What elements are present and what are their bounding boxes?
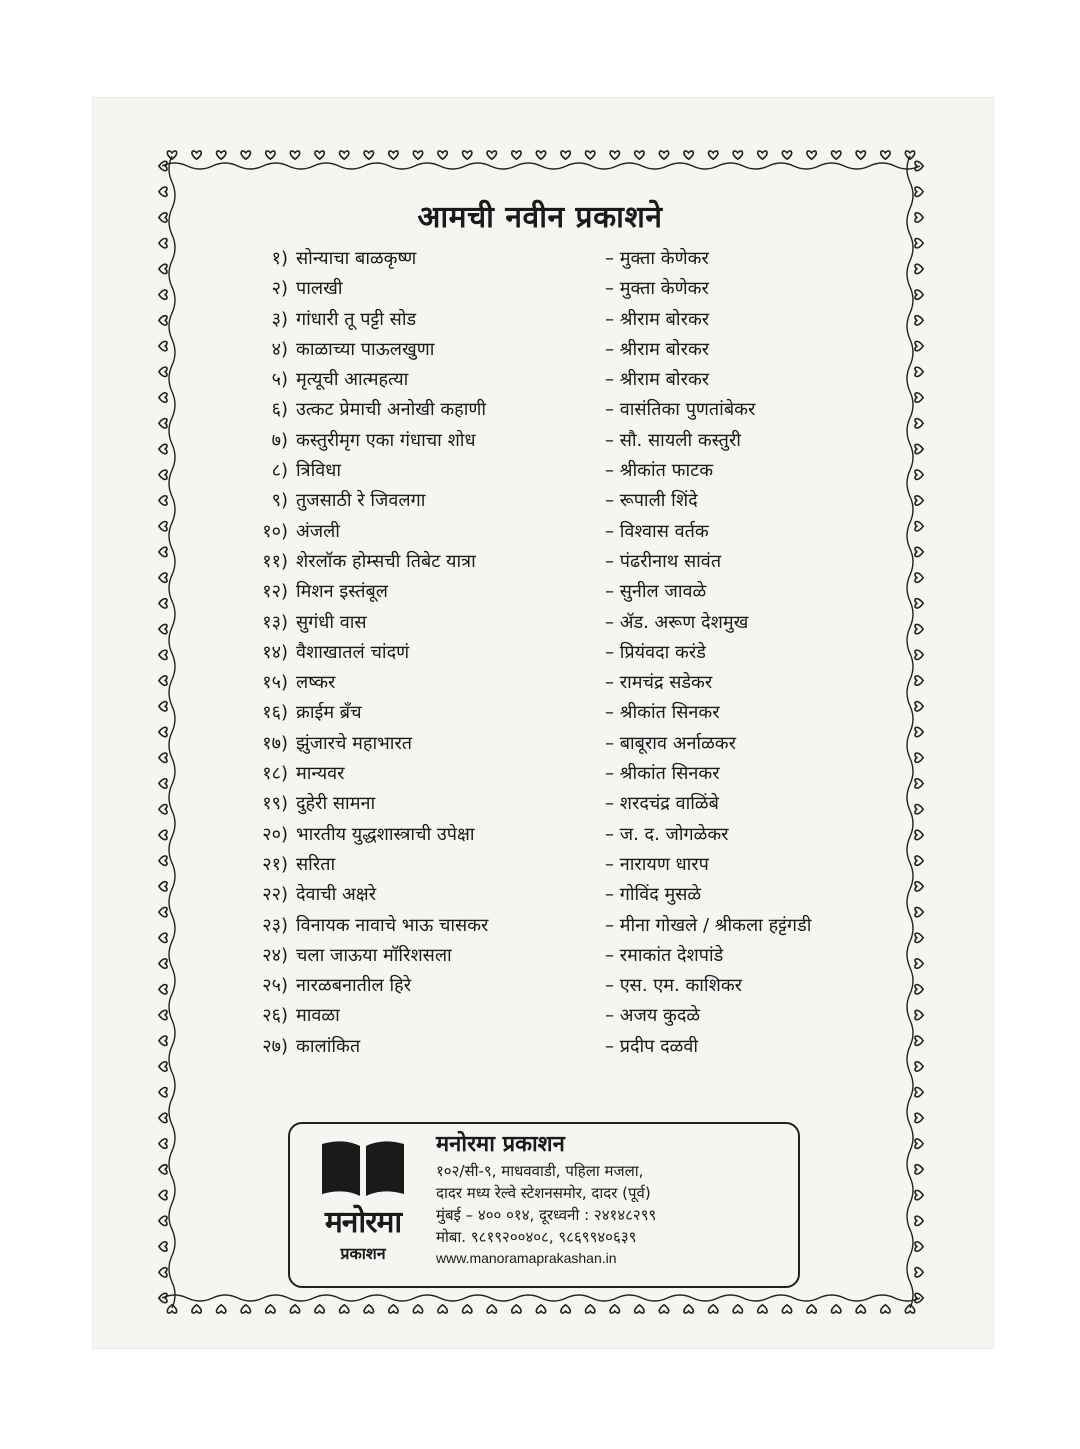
book-row	[210, 1032, 890, 1062]
book-row	[210, 941, 890, 971]
book-title: दुहेरी सामना	[296, 793, 376, 815]
book-number: २७)	[262, 1035, 288, 1057]
book-row	[210, 729, 890, 759]
book-author: – अजय कुदळे	[605, 1005, 701, 1027]
book-title: क्राईम ब्रँच	[296, 702, 362, 724]
book-author: – सुनील जावळे	[605, 581, 707, 603]
book-title: सरिता	[296, 853, 336, 875]
book-number: १५)	[262, 672, 288, 694]
book-author: – एस. एम. काशिकर	[605, 975, 743, 997]
logo-wordmark: मनोरमा	[324, 1205, 402, 1240]
book-row	[210, 971, 890, 1001]
book-number: १०)	[262, 520, 288, 542]
book-author: – श्रीराम बोरकर	[605, 338, 710, 360]
book-row	[210, 577, 890, 607]
book-number: २)	[271, 278, 288, 300]
book-row	[210, 638, 890, 668]
book-author: – पंढरीनाथ सावंत	[605, 550, 722, 572]
book-row	[210, 335, 890, 365]
book-number: ९)	[271, 490, 288, 512]
book-title: नारळबनातील हिरे	[296, 975, 412, 997]
book-title: त्रिविधा	[296, 460, 341, 482]
book-title: गांधारी तू पट्टी सोड	[296, 308, 417, 330]
book-number: ६)	[271, 399, 288, 421]
book-author: – नारायण धारप	[605, 853, 709, 875]
book-author: – रमाकांत देशपांडे	[605, 944, 724, 966]
book-title: मान्यवर	[296, 763, 345, 785]
book-row	[210, 456, 890, 486]
publisher-address-line-2: दादर मध्य रेल्वे स्टेशनसमोर, दादर (पूर्व)	[436, 1184, 651, 1202]
book-row	[210, 698, 890, 728]
book-number: १४)	[262, 641, 288, 663]
book-number: २२)	[262, 884, 288, 906]
publisher-mobile: मोबा. ९८१९२००४०८, ९८६९९४०६३९	[436, 1228, 637, 1246]
book-title: तुजसाठी रे जिवलगा	[296, 490, 426, 512]
book-row	[210, 789, 890, 819]
book-row	[210, 668, 890, 698]
book-author: – मुक्ता केणेकर	[605, 248, 709, 269]
book-title: उत्कट प्रेमाची अनोखी कहाणी	[296, 399, 487, 421]
book-author: – शरदचंद्र वाळिंबे	[605, 793, 719, 815]
book-row	[210, 911, 890, 941]
publisher-website: www.manoramaprakashan.in	[436, 1250, 617, 1266]
book-number: १)	[271, 248, 288, 269]
book-author: – रामचंद्र सडेकर	[605, 672, 713, 694]
book-number: ५)	[271, 369, 288, 391]
publisher-box	[288, 1122, 800, 1288]
book-number: २५)	[262, 975, 288, 997]
book-number: १६)	[262, 702, 288, 724]
book-author: – श्रीकांत सिनकर	[605, 763, 720, 785]
book-number: १७)	[262, 732, 288, 754]
book-row	[210, 274, 890, 304]
book-row	[210, 305, 890, 335]
page-title: आमची नवीन प्रकाशने	[417, 200, 663, 235]
book-number: ८)	[271, 460, 288, 482]
book-number: ४)	[271, 338, 288, 360]
book-number: २६)	[262, 1005, 288, 1027]
book-row	[210, 517, 890, 547]
publisher-address-line-3: मुंबई – ४०० ०१४, दूरध्वनी : २४१४८२९९	[436, 1206, 657, 1224]
book-title: काळाच्या पाऊलखुणा	[296, 338, 435, 360]
book-title: मृत्यूची आत्महत्या	[296, 369, 409, 391]
book-row	[210, 426, 890, 456]
book-author: – बाबूराव अर्नाळकर	[605, 732, 736, 754]
open-book-icon	[304, 1138, 422, 1200]
book-title: कालांकित	[296, 1035, 361, 1057]
book-title: देवाची अक्षरे	[296, 884, 377, 906]
book-author: – ज. द. जोगळेकर	[605, 823, 729, 845]
book-number: ११)	[262, 550, 288, 572]
book-author: – मुक्ता केणेकर	[605, 278, 709, 300]
book-row	[210, 759, 890, 789]
book-row	[210, 880, 890, 910]
book-row	[210, 850, 890, 880]
book-row	[210, 486, 890, 516]
book-number: १२)	[262, 581, 288, 603]
book-author: – वासंतिका पुणतांबेकर	[605, 399, 756, 421]
book-author: – श्रीराम बोरकर	[605, 369, 710, 391]
book-row	[210, 395, 890, 425]
logo-subtitle: प्रकाशन	[340, 1244, 386, 1263]
book-number: २३)	[262, 914, 288, 936]
book-row	[210, 244, 890, 274]
book-title: मावळा	[296, 1005, 340, 1027]
book-author: – रूपाली शिंदे	[605, 490, 698, 512]
book-number: १९)	[262, 793, 288, 815]
book-author: – श्रीकांत फाटक	[605, 460, 714, 482]
book-number: ७)	[271, 429, 288, 451]
book-author: – गोविंद मुसळे	[605, 884, 702, 906]
book-number: ३)	[271, 308, 288, 330]
book-title: चला जाऊया मॉरिशसला	[296, 944, 452, 966]
book-number: १८)	[262, 763, 288, 785]
book-number: २४)	[262, 944, 288, 966]
book-title: लष्कर	[296, 672, 336, 694]
book-list	[210, 244, 890, 1062]
publisher-address-line-1: १०२/सी-९, माधववाडी, पहिला मजला,	[436, 1162, 644, 1180]
book-title: झुंजारचे महाभारत	[296, 732, 413, 754]
book-title: सुगंधी वास	[296, 611, 367, 633]
publisher-logo	[304, 1138, 422, 1270]
book-author: – सौ. सायली कस्तुरी	[605, 429, 741, 451]
book-number: १३)	[262, 611, 288, 633]
book-author: – प्रियंवदा करंडे	[605, 641, 706, 663]
book-title: वैशाखातलं चांदणं	[296, 641, 410, 663]
book-author: – विश्वास वर्तक	[605, 520, 709, 542]
book-title: सोन्याचा बाळकृष्ण	[296, 248, 417, 269]
book-title: विनायक नावाचे भाऊ चासकर	[296, 914, 489, 936]
book-author: – श्रीकांत सिनकर	[605, 702, 720, 724]
book-row	[210, 1001, 890, 1031]
book-number: २१)	[262, 853, 288, 875]
publisher-details	[436, 1130, 656, 1268]
book-row	[210, 820, 890, 850]
book-title: पालखी	[296, 278, 343, 300]
book-title: भारतीय युद्धशास्त्राची उपेक्षा	[296, 823, 475, 845]
book-row	[210, 608, 890, 638]
book-author: – ॲड. अरूण देशमुख	[605, 611, 749, 633]
publisher-name: मनोरमा प्रकाशन	[436, 1132, 565, 1157]
book-author: – प्रदीप दळवी	[605, 1035, 699, 1057]
book-title: मिशन इस्तंबूल	[296, 581, 388, 603]
book-author: – श्रीराम बोरकर	[605, 308, 710, 330]
book-title: कस्तुरीमृग एका गंधाचा शोध	[296, 429, 476, 451]
book-row	[210, 365, 890, 395]
book-title: शेरलॉक होम्सची तिबेट यात्रा	[296, 550, 476, 572]
book-number: २०)	[262, 823, 288, 845]
book-title: अंजली	[296, 520, 340, 542]
book-row	[210, 547, 890, 577]
book-author: – मीना गोखले / श्रीकला हट्टंगडी	[605, 914, 812, 936]
